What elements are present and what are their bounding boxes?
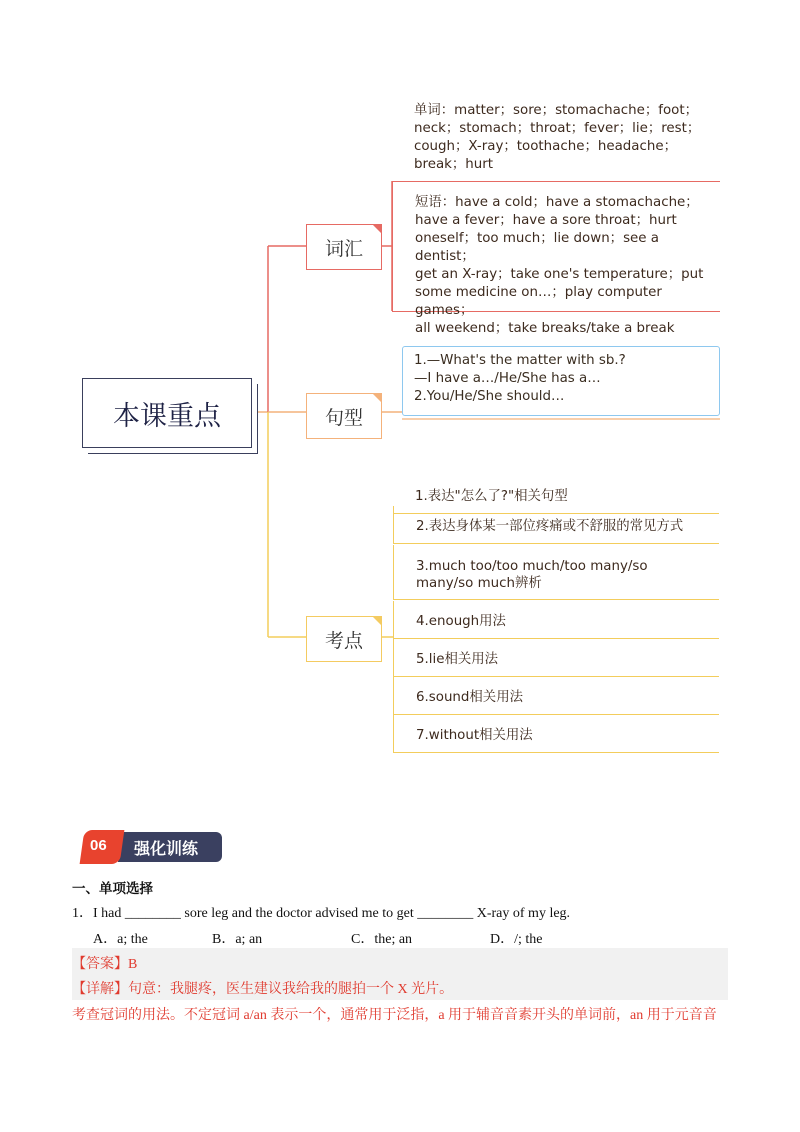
vocab-words-box — [392, 98, 718, 180]
explanation-text: 句意：我腿疼，医生建议我给我的腿拍一个 X 光片。 — [128, 982, 454, 997]
answer-text: 【答案】B — [72, 957, 138, 972]
vocab-phrases-line: all weekend；take breaks/take a break — [415, 321, 675, 336]
branch-sentence — [306, 393, 382, 439]
vocab-phrases-line: have a fever；have a sore throat；hurt — [415, 213, 677, 228]
branch-points — [306, 616, 382, 662]
key-point-item: 6.sound相关用法 — [393, 677, 719, 715]
vocab-phrases-line: oneself；too much；lie down；see a dentist； — [415, 231, 659, 264]
vocab-phrases-line: 短语：have a cold；have a stomachache； — [415, 195, 699, 210]
section-number: 06 — [90, 837, 107, 854]
vocab-words-line: neck；stomach；throat；fever；lie；rest； — [414, 121, 701, 136]
analysis-text: 考查冠词的用法。不定冠词 a/an 表示一个，通常用于泛指，a 用于辅音音素开头的单词前，an 用于元音音 — [72, 1008, 717, 1023]
question-text: 1．I had ________ sore leg and the doctor advised me to get ________ X-ray of my leg. — [72, 906, 571, 921]
section-title: 强化训练 — [134, 839, 199, 858]
vocab-phrases-box — [392, 181, 720, 336]
vocab-phrases-line: some medicine on…；play computer games； — [415, 285, 662, 318]
key-point-item: 2.表达身体某一部位疼痛或不舒服的常见方式 — [393, 506, 719, 544]
vocab-words-line: break；hurt — [414, 157, 494, 172]
mindmap-center-node: 本课重点 — [82, 378, 252, 448]
key-point-item: 4.enough用法 — [393, 601, 719, 639]
explanation-label: 【详解】 — [72, 982, 128, 997]
key-point-item: 5.lie相关用法 — [393, 639, 719, 677]
key-point-item: 3.much too/too much/too many/so many/so much辨析 — [393, 545, 719, 600]
vocab-words-line: 单词：matter；sore；stomachache；foot； — [414, 103, 699, 118]
vocab-words-line: cough；X-ray；toothache；headache； — [414, 139, 677, 154]
branch-points-label: 考点 — [324, 629, 363, 652]
branch-vocab — [306, 224, 382, 270]
option-c: C．the; an — [351, 932, 413, 947]
key-point-item: 7.without相关用法 — [393, 715, 719, 753]
branch-vocab-label: 词汇 — [324, 237, 363, 260]
option-a: A．a; the — [93, 932, 148, 947]
sentence-line: 2.You/He/She should… — [414, 389, 565, 404]
exercise-heading: 一、单项选择 — [72, 881, 153, 897]
vocab-phrases-line: get an X-ray；take one's temperature；put — [415, 267, 704, 282]
section-header — [82, 830, 222, 862]
explanation-line — [72, 978, 453, 998]
sentence-line: —I have a…/He/She has a… — [414, 371, 601, 386]
sentence-patterns-box — [402, 346, 720, 416]
sentence-line: 1.—What's the matter with sb.? — [414, 353, 626, 368]
branch-sentence-label: 句型 — [324, 406, 363, 429]
option-b: B．a; an — [212, 932, 263, 947]
option-d: D．/; the — [490, 932, 543, 947]
key-point-item: 1.表达"怎么了?"相关句型 — [393, 476, 719, 514]
